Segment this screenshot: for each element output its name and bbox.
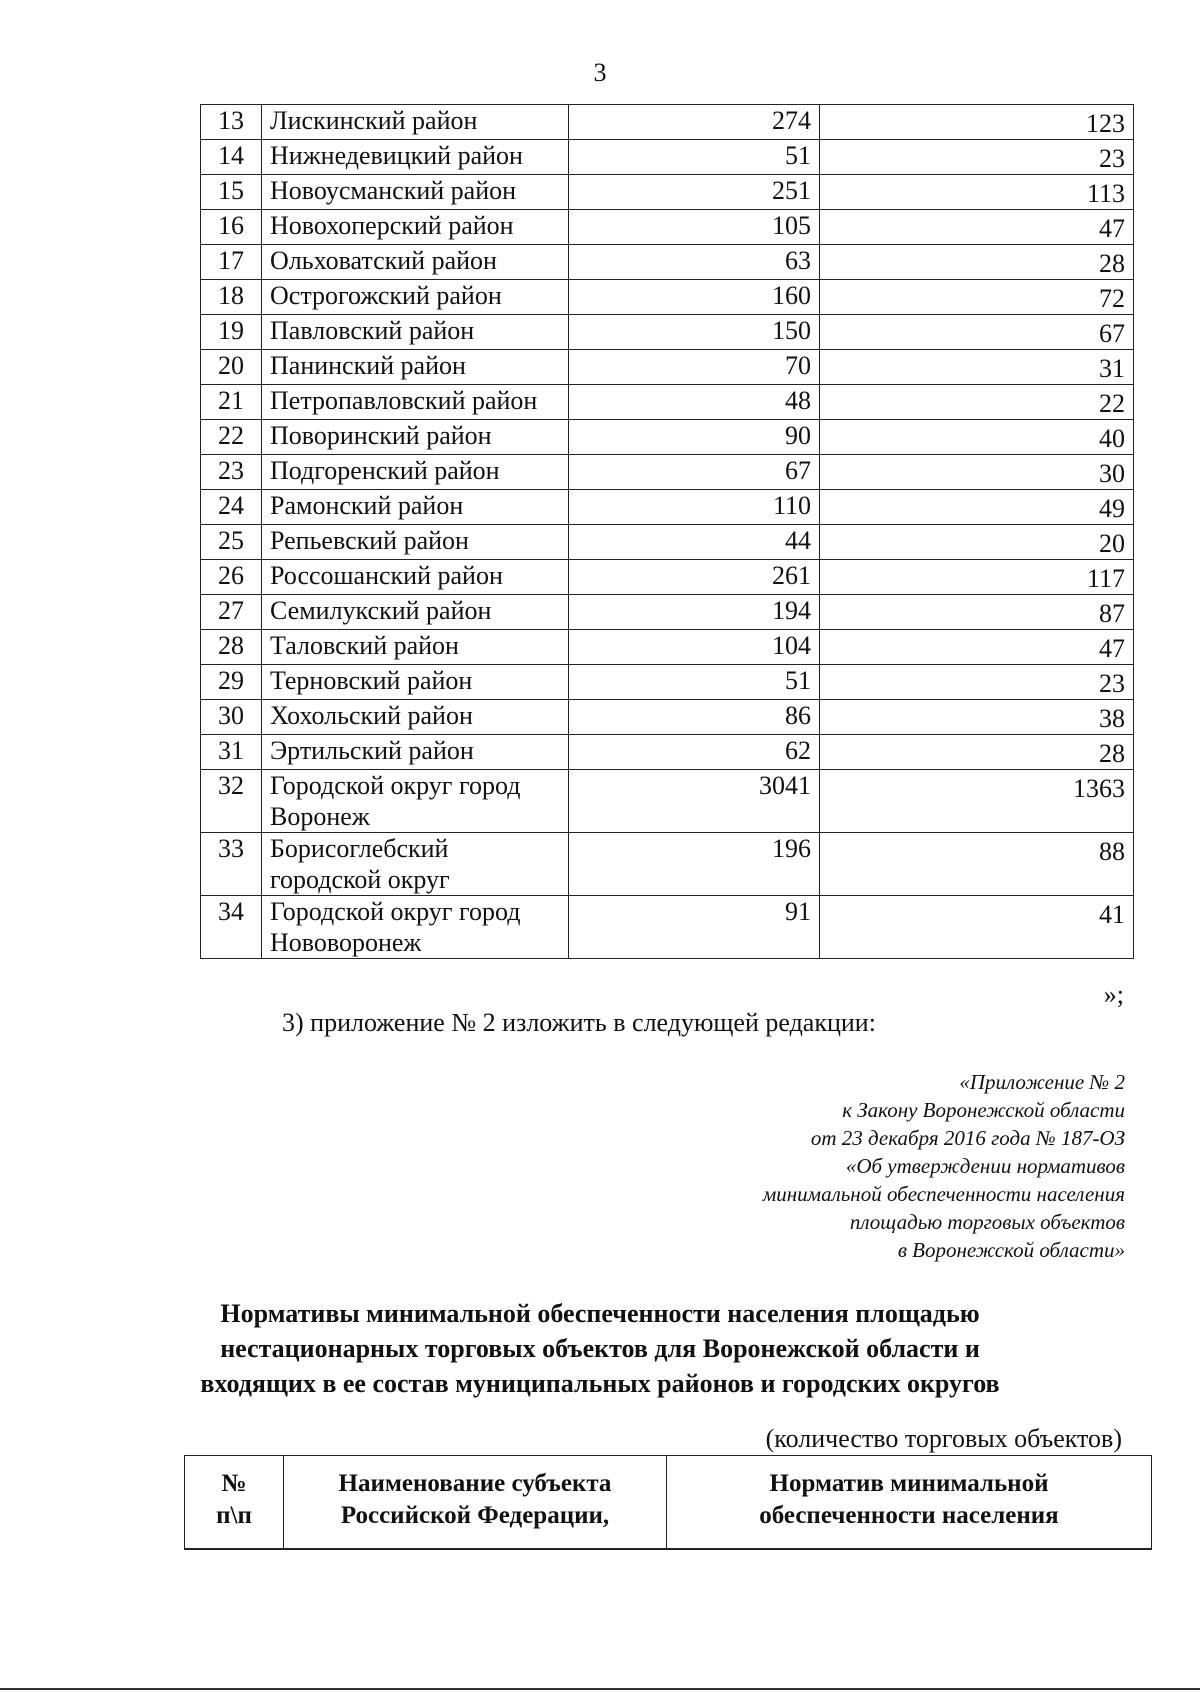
value-1-text: 261 xyxy=(772,561,811,590)
district-name-text: Павловский район xyxy=(270,316,475,345)
district-name-text: Городской округ город Воронеж xyxy=(270,771,521,831)
district-name-text: Панинский район xyxy=(270,351,466,380)
value-2-cell xyxy=(820,560,1134,595)
row-number-text: 33 xyxy=(218,834,244,863)
row-number-cell xyxy=(201,700,262,735)
value-2-cell xyxy=(820,735,1134,770)
district-name-cell xyxy=(262,525,569,560)
district-name-cell xyxy=(262,105,569,140)
value-2-cell xyxy=(820,140,1134,175)
table-row xyxy=(201,245,1134,280)
district-name-text: Ольховатский район xyxy=(270,246,497,275)
value-2-text: 40 xyxy=(1099,424,1125,453)
district-name-cell xyxy=(262,140,569,175)
value-1-cell xyxy=(569,315,820,350)
value-1-cell xyxy=(569,665,820,700)
value-2-text: 23 xyxy=(1099,669,1125,698)
table-row xyxy=(201,280,1134,315)
page-bottom-rule xyxy=(0,1688,1200,1690)
value-2-text: 1363 xyxy=(1073,774,1125,803)
value-1-text: 67 xyxy=(785,456,811,485)
header-norm-line2: обеспеченности населения xyxy=(759,1502,1059,1529)
value-2-text: 22 xyxy=(1099,389,1125,418)
district-name-text: Репьевский район xyxy=(270,526,469,555)
table-row xyxy=(201,833,1134,896)
value-2-cell xyxy=(820,315,1134,350)
row-number-text: 14 xyxy=(218,141,244,170)
value-1-cell xyxy=(569,735,820,770)
value-2-cell xyxy=(820,385,1134,420)
value-1-text: 86 xyxy=(785,701,811,730)
value-1-cell xyxy=(569,630,820,665)
row-number-text: 32 xyxy=(218,771,244,800)
value-2-text: 23 xyxy=(1099,144,1125,173)
value-2-text: 49 xyxy=(1099,494,1125,523)
table-row xyxy=(201,896,1134,959)
table-row xyxy=(201,525,1134,560)
value-2-cell xyxy=(820,490,1134,525)
district-name-text: Новохоперский район xyxy=(270,211,514,240)
table-row xyxy=(201,140,1134,175)
district-name-cell xyxy=(262,770,569,833)
value-1-cell xyxy=(569,140,820,175)
row-number-cell xyxy=(201,525,262,560)
row-number-text: 26 xyxy=(218,561,244,590)
value-2-cell xyxy=(820,525,1134,560)
row-number-text: 24 xyxy=(218,491,244,520)
row-number-text: 13 xyxy=(218,106,244,135)
table-row xyxy=(201,385,1134,420)
row-number-cell xyxy=(201,560,262,595)
header-number-line2: п\п xyxy=(216,1502,252,1529)
title-line: входящих в ее состав муниципальных районов и городских округов xyxy=(200,1369,1000,1398)
title-line: Нормативы минимальной обеспеченности населения площадью xyxy=(220,1299,980,1328)
table-row xyxy=(201,210,1134,245)
amendment-item-3: 3) приложение № 2 изложить в следующей редакции: xyxy=(282,1008,876,1037)
district-name-cell xyxy=(262,420,569,455)
row-number-cell xyxy=(201,630,262,665)
document-title xyxy=(0,1296,1200,1401)
closing-quote: »; xyxy=(1103,980,1124,1009)
row-number-cell xyxy=(201,350,262,385)
value-1-text: 110 xyxy=(772,491,811,520)
value-1-cell xyxy=(569,560,820,595)
district-name-cell xyxy=(262,896,569,959)
row-number-text: 31 xyxy=(218,736,244,765)
district-name-text: Терновский район xyxy=(270,666,473,695)
appendix-line: от 23 декабря 2016 года № 187-ОЗ xyxy=(810,1126,1125,1150)
table-row xyxy=(201,595,1134,630)
row-number-cell xyxy=(201,455,262,490)
value-1-text: 62 xyxy=(785,736,811,765)
value-1-cell xyxy=(569,595,820,630)
row-number-text: 27 xyxy=(218,596,244,625)
row-number-cell xyxy=(201,210,262,245)
row-number-cell xyxy=(201,833,262,896)
district-name-text: Новоусманский район xyxy=(270,176,517,205)
header-norm-cell xyxy=(667,1456,1152,1550)
table-row xyxy=(201,420,1134,455)
district-name-cell xyxy=(262,315,569,350)
row-number-cell xyxy=(201,896,262,959)
district-name-text: Нижнедевицкий район xyxy=(270,141,523,170)
value-1-text: 150 xyxy=(772,316,811,345)
row-number-cell xyxy=(201,595,262,630)
value-1-text: 51 xyxy=(785,666,811,695)
value-1-text: 196 xyxy=(772,834,811,863)
appendix-line: «Об утверждении нормативов xyxy=(845,1154,1125,1178)
district-name-cell xyxy=(262,455,569,490)
value-2-text: 28 xyxy=(1099,739,1125,768)
value-1-cell xyxy=(569,280,820,315)
district-name-text: Острогожский район xyxy=(270,281,502,310)
value-1-text: 104 xyxy=(772,631,811,660)
district-name-cell xyxy=(262,595,569,630)
row-number-text: 19 xyxy=(218,316,244,345)
district-name-text: Подгоренский район xyxy=(270,456,500,485)
value-1-text: 160 xyxy=(772,281,811,310)
norms-table-header xyxy=(184,1455,1152,1550)
row-number-text: 18 xyxy=(218,281,244,310)
table-row xyxy=(201,490,1134,525)
value-1-cell xyxy=(569,896,820,959)
value-1-cell xyxy=(569,525,820,560)
value-1-text: 251 xyxy=(772,176,811,205)
value-1-text: 274 xyxy=(772,106,811,135)
appendix-line: минимальной обеспеченности населения xyxy=(762,1182,1125,1206)
value-2-cell xyxy=(820,455,1134,490)
district-name-cell xyxy=(262,175,569,210)
value-2-cell xyxy=(820,210,1134,245)
appendix-reference xyxy=(763,1068,1125,1264)
district-name-text: Лискинский район xyxy=(270,106,478,135)
district-name-text: Борисоглебский городской округ xyxy=(270,834,450,894)
row-number-text: 21 xyxy=(218,386,244,415)
value-1-text: 105 xyxy=(772,211,811,240)
district-name-cell xyxy=(262,700,569,735)
value-1-text: 91 xyxy=(785,897,811,926)
header-subject-line2: Российской Федерации, xyxy=(340,1502,610,1529)
value-2-cell xyxy=(820,175,1134,210)
district-name-cell xyxy=(262,210,569,245)
value-1-text: 194 xyxy=(772,596,811,625)
row-number-text: 25 xyxy=(218,526,244,555)
row-number-cell xyxy=(201,665,262,700)
row-number-text: 30 xyxy=(218,701,244,730)
row-number-cell xyxy=(201,245,262,280)
page-number: 3 xyxy=(593,58,607,87)
value-1-cell xyxy=(569,455,820,490)
header-number-line1: № xyxy=(221,1470,247,1497)
row-number-cell xyxy=(201,490,262,525)
value-2-text: 88 xyxy=(1099,837,1125,866)
row-number-cell xyxy=(201,140,262,175)
value-1-cell xyxy=(569,245,820,280)
row-number-text: 17 xyxy=(218,246,244,275)
value-1-text: 3041 xyxy=(759,771,811,800)
row-number-cell xyxy=(201,280,262,315)
value-2-cell xyxy=(820,420,1134,455)
district-name-cell xyxy=(262,350,569,385)
district-name-text: Хохольский район xyxy=(270,701,473,730)
value-2-text: 67 xyxy=(1099,319,1125,348)
value-2-cell xyxy=(820,770,1134,833)
value-2-text: 28 xyxy=(1099,249,1125,278)
row-number-text: 15 xyxy=(218,176,244,205)
value-2-text: 117 xyxy=(1086,564,1125,593)
value-1-cell xyxy=(569,105,820,140)
value-2-text: 41 xyxy=(1099,900,1125,929)
district-name-cell xyxy=(262,630,569,665)
value-1-cell xyxy=(569,700,820,735)
row-number-cell xyxy=(201,315,262,350)
value-2-cell xyxy=(820,245,1134,280)
row-number-text: 34 xyxy=(218,897,244,926)
value-1-text: 70 xyxy=(785,351,811,380)
district-name-cell xyxy=(262,245,569,280)
value-2-text: 30 xyxy=(1099,459,1125,488)
value-1-text: 48 xyxy=(785,386,811,415)
row-number-text: 29 xyxy=(218,666,244,695)
header-norm-line1: Норматив минимальной xyxy=(769,1470,1049,1497)
appendix-line: к Закону Воронежской области xyxy=(842,1098,1125,1122)
table-row xyxy=(201,700,1134,735)
value-2-text: 31 xyxy=(1099,354,1125,383)
district-name-text: Таловский район xyxy=(270,631,459,660)
value-1-text: 90 xyxy=(785,421,811,450)
row-number-cell xyxy=(201,735,262,770)
row-number-text: 28 xyxy=(218,631,244,660)
value-1-text: 51 xyxy=(785,141,811,170)
value-1-text: 44 xyxy=(785,526,811,555)
district-name-text: Петропавловский район xyxy=(270,386,538,415)
appendix-line: в Воронежской области» xyxy=(897,1238,1125,1262)
table-row xyxy=(201,735,1134,770)
value-2-cell xyxy=(820,350,1134,385)
value-1-cell xyxy=(569,490,820,525)
header-row xyxy=(185,1456,1152,1550)
value-1-text: 63 xyxy=(785,246,811,275)
row-number-cell xyxy=(201,385,262,420)
value-1-cell xyxy=(569,833,820,896)
table-row xyxy=(201,560,1134,595)
appendix-line: площадью торговых объектов xyxy=(849,1210,1125,1234)
value-1-cell xyxy=(569,770,820,833)
district-name-cell xyxy=(262,735,569,770)
value-1-cell xyxy=(569,385,820,420)
district-name-cell xyxy=(262,385,569,420)
value-1-cell xyxy=(569,350,820,385)
district-name-text: Семилукский район xyxy=(270,596,492,625)
value-1-cell xyxy=(569,420,820,455)
row-number-text: 16 xyxy=(218,211,244,240)
row-number-cell xyxy=(201,105,262,140)
header-number-cell xyxy=(185,1456,284,1550)
value-2-cell xyxy=(820,630,1134,665)
table-row xyxy=(201,665,1134,700)
value-1-cell xyxy=(569,175,820,210)
district-name-text: Эртильский район xyxy=(270,736,474,765)
value-2-cell xyxy=(820,280,1134,315)
value-2-text: 123 xyxy=(1086,109,1125,138)
units-note: (количество торговых объектов) xyxy=(765,1424,1122,1453)
value-2-text: 87 xyxy=(1099,599,1125,628)
district-name-cell xyxy=(262,560,569,595)
value-2-cell xyxy=(820,595,1134,630)
value-2-text: 113 xyxy=(1086,179,1125,208)
header-subject-cell xyxy=(284,1456,667,1550)
table-row xyxy=(201,175,1134,210)
table-row xyxy=(201,770,1134,833)
header-subject-line1: Наименование субъекта xyxy=(338,1470,612,1497)
value-1-cell xyxy=(569,210,820,245)
district-name-text: Городской округ город Нововоронеж xyxy=(270,897,521,957)
title-line: нестационарных торговых объектов для Воронежской области и xyxy=(220,1334,980,1363)
districts-table xyxy=(200,104,1134,959)
row-number-text: 23 xyxy=(218,456,244,485)
districts-table-body xyxy=(201,105,1134,959)
district-name-cell xyxy=(262,280,569,315)
table-row xyxy=(201,315,1134,350)
table-row xyxy=(201,455,1134,490)
value-2-cell xyxy=(820,665,1134,700)
value-2-text: 20 xyxy=(1099,529,1125,558)
table-row xyxy=(201,350,1134,385)
value-2-cell xyxy=(820,896,1134,959)
value-2-text: 47 xyxy=(1099,634,1125,663)
row-number-text: 20 xyxy=(218,351,244,380)
district-name-text: Россошанский район xyxy=(270,561,503,590)
table-row xyxy=(201,105,1134,140)
row-number-text: 22 xyxy=(218,421,244,450)
district-name-cell xyxy=(262,490,569,525)
district-name-text: Рамонский район xyxy=(270,491,464,520)
table-row xyxy=(201,630,1134,665)
district-name-text: Поворинский район xyxy=(270,421,492,450)
appendix-line: «Приложение № 2 xyxy=(959,1070,1125,1094)
district-name-cell xyxy=(262,833,569,896)
district-name-cell xyxy=(262,665,569,700)
row-number-cell xyxy=(201,770,262,833)
value-2-text: 47 xyxy=(1099,214,1125,243)
value-2-cell xyxy=(820,700,1134,735)
value-2-text: 38 xyxy=(1099,704,1125,733)
value-2-cell xyxy=(820,105,1134,140)
row-number-cell xyxy=(201,175,262,210)
value-2-cell xyxy=(820,833,1134,896)
value-2-text: 72 xyxy=(1099,284,1125,313)
row-number-cell xyxy=(201,420,262,455)
